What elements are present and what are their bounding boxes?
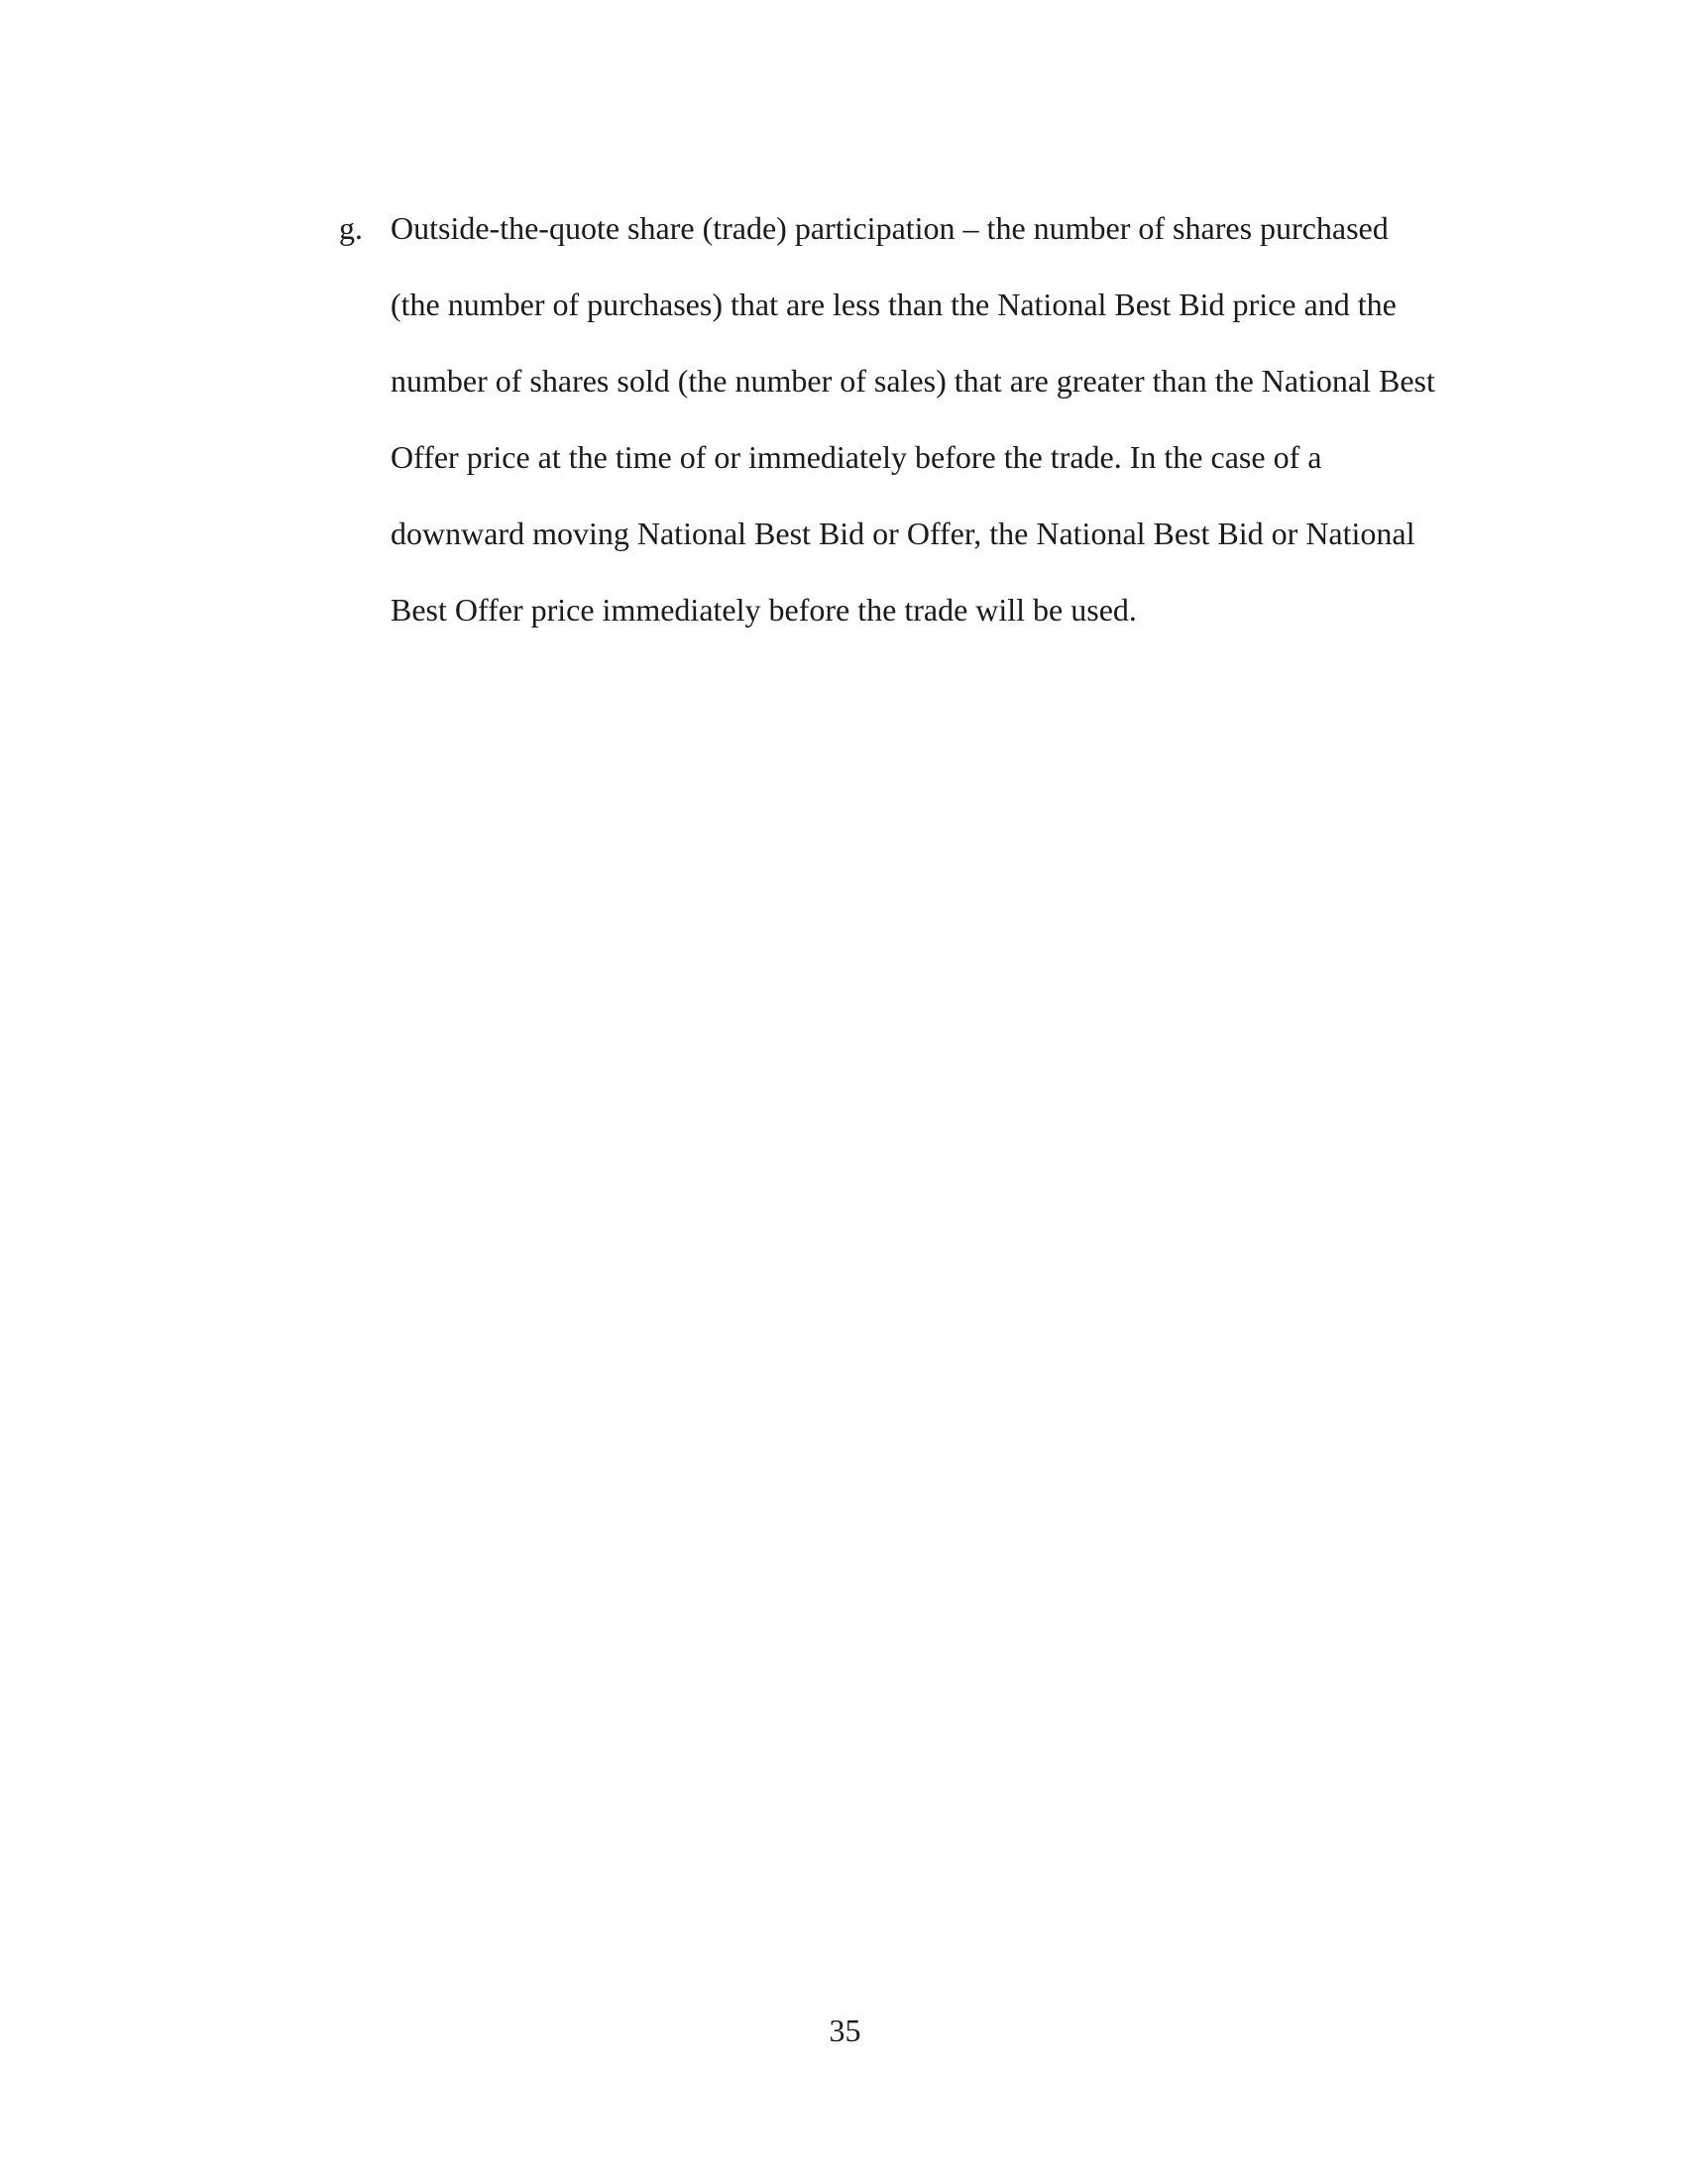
paragraph-line-3: number of shares sold (the number of sales) that are greater than the National Best — [391, 363, 1435, 399]
paragraph-line-1: Outside-the-quote share (trade) participation – the number of shares purchased — [391, 210, 1389, 246]
paragraph-line-5: downward moving National Best Bid or Offer, the National Best Bid or National — [391, 516, 1415, 551]
paragraph — [391, 190, 1499, 648]
paragraph-line-4: Offer price at the time of or immediately before the trade. In the case of a — [391, 439, 1322, 475]
paragraph-line-6: Best Offer price immediately before the trade will be used. — [391, 592, 1137, 628]
page-number: 35 — [829, 2012, 861, 2048]
list-marker: g. — [339, 210, 363, 246]
paragraph-line-2: (the number of purchases) that are less than the National Best Bid price and the — [391, 287, 1397, 322]
